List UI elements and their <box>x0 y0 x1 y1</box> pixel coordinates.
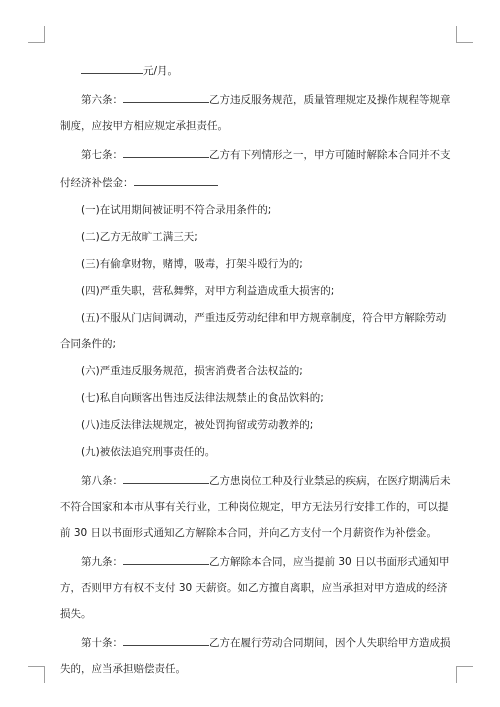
crop-mark-top-right <box>456 26 473 43</box>
list-item-8: (八)违反法律法规规定，被处罚拘留或劳动教养的; <box>81 419 314 431</box>
article-6-text: 乙方违反服务规范，质量管理规定及操作规程等规章 <box>209 94 451 106</box>
article-6-blank[interactable] <box>123 91 209 103</box>
list-item-3: (三)有偷拿财物，赌博，吸毒，打架斗殴行为的; <box>81 258 303 270</box>
article-6 <box>60 91 452 133</box>
article-7-text: 乙方有下列情形之一，甲方可随时解除本合同并不支 <box>209 149 451 161</box>
article-7-blank[interactable] <box>123 146 209 158</box>
article-9-line-1 <box>60 553 452 569</box>
article-10-blank[interactable] <box>123 634 209 646</box>
list-item-1: (一)在试用期间被证明不符合录用条件的; <box>81 204 272 216</box>
article-10-text: 乙方在履行劳动合同期间，因个人失职给甲方造成损 <box>209 637 451 649</box>
crop-mark-bottom-left <box>28 666 45 683</box>
list-item <box>60 445 452 459</box>
article-9-line-3: 损失。 <box>60 608 92 620</box>
list-item <box>60 284 452 298</box>
list-item <box>60 364 452 378</box>
article-8-line-2: 不符合国家和本市从事有关行业，工种岗位规定，甲方无法另行安排工作的，可以提 <box>60 501 449 513</box>
list-item-5-line-1: (五)不服从门店间调动，严重违反劳动纪律和甲方规章制度，符合甲方解除劳动 <box>81 312 447 324</box>
article-10-line-2: 失的，应当承担赔偿责任。 <box>60 663 186 675</box>
list-item-9: (九)被依法追究刑事责任的。 <box>81 446 216 458</box>
article-9-line-2: 方，否则甲方有权不支付 30 天薪资。如乙方擅自离职，应当承担对甲方造成的经济 <box>60 582 448 594</box>
article-7-line-2 <box>60 174 452 190</box>
compensation-blank[interactable] <box>134 174 218 186</box>
article-6-line-1 <box>60 91 452 107</box>
list-item-5-line-2: 合同条件的; <box>60 338 117 350</box>
list-item-7: (七)私自向顾客出售违反法律法规禁止的食品饮料的; <box>81 392 324 404</box>
article-10-line-1 <box>60 634 452 650</box>
list-item <box>60 203 452 217</box>
article-8-line-1 <box>60 472 452 488</box>
crop-mark-top-left <box>28 26 45 43</box>
compensation-label: 付经济补偿金： <box>60 177 134 189</box>
list-item <box>60 257 452 271</box>
article-6-label: 第六条： <box>81 94 123 106</box>
article-9 <box>60 553 452 621</box>
article-8-label: 第八条： <box>81 475 123 487</box>
salary-blank[interactable] <box>81 62 143 74</box>
crop-mark-bottom-right <box>456 666 473 683</box>
article-7-label: 第七条： <box>81 149 123 161</box>
article-8-text: 乙方患岗位工种及行业禁忌的疾病，在医疗期满后未 <box>209 475 451 487</box>
article-9-text: 乙方解除本合同，应当提前 30 日以书面形式通知甲 <box>209 556 450 568</box>
article-9-label: 第九条： <box>81 556 123 568</box>
article-7-line-1 <box>60 146 452 162</box>
list-item <box>60 311 452 351</box>
list-item <box>60 418 452 432</box>
salary-line <box>60 62 452 78</box>
article-6-line-2: 制度，应按甲方相应规定承担责任。 <box>60 120 228 132</box>
list-item <box>60 230 452 244</box>
document-body <box>60 62 452 689</box>
list-item-2: (二)乙方无故旷工满三天; <box>81 231 198 243</box>
article-9-blank[interactable] <box>123 553 209 565</box>
salary-paragraph <box>60 62 452 78</box>
article-7 <box>60 146 452 190</box>
article-8 <box>60 472 452 540</box>
list-item <box>60 391 452 405</box>
article-8-blank[interactable] <box>123 472 209 484</box>
list-item-6: (六)严重违反服务规范，损害消费者合法权益的; <box>81 365 303 377</box>
salary-suffix: 元/月。 <box>143 65 179 77</box>
article-8-line-3: 前 30 日以书面形式通知乙方解除本合同，并向乙方支付一个月薪资作为补偿金。 <box>60 527 438 539</box>
list-item-4: (四)严重失职，营私舞弊，对甲方利益造成重大损害的; <box>81 285 335 297</box>
article-10 <box>60 634 452 676</box>
article-10-label: 第十条： <box>81 637 123 649</box>
